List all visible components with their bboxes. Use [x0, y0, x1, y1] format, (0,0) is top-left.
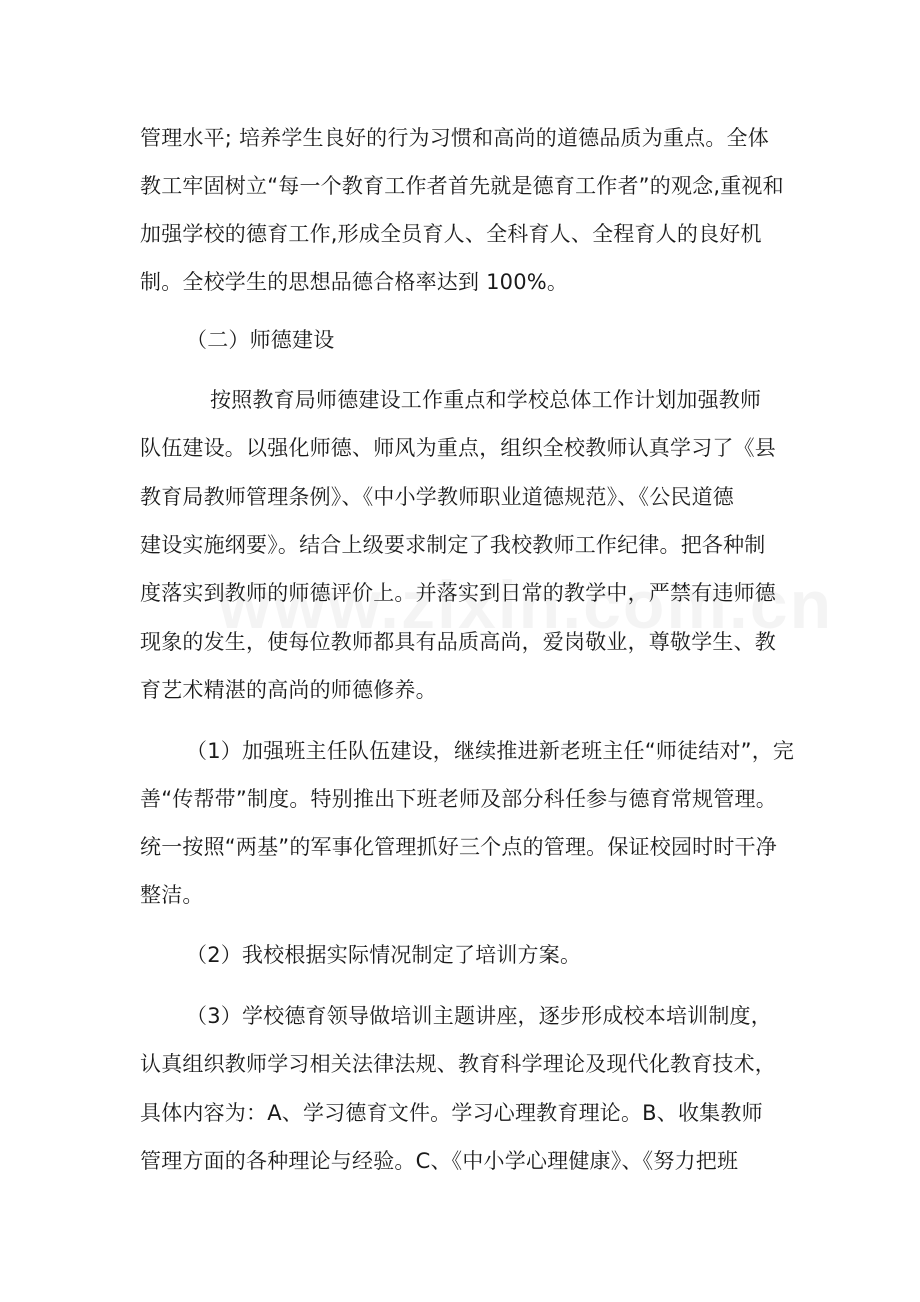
paragraph-line: 善“传帮带”制度。特别推出下班老师及部分科任参与德育常规管理。 — [140, 787, 777, 811]
section-heading: （二）师德建设 — [186, 328, 335, 352]
list-item: （3）学校德育领导做培训主题讲座，逐步形成校本培训制度， — [186, 1004, 772, 1028]
paragraph-line: 教育局教师管理条例》、《中小学教师职业道德规范》、《公民道德 — [140, 485, 734, 509]
paragraph-line: 建设实施纲要》。结合上级要求制定了我校教师工作纪律。把各种制 — [140, 533, 766, 557]
paragraph-line: 管理方面的各种理论与经验。C、《中小学心理健康》、《努力把班 — [140, 1149, 739, 1173]
paragraph-line: 度落实到教师的师德评价上。并落实到日常的教学中，严禁有违师德 — [140, 581, 776, 605]
paragraph-line: 育艺术精湛的高尚的师德修养。 — [140, 678, 437, 702]
paragraph-line: 教工牢固树立“每一个教育工作者首先就是德育工作者”的观念,重视和 — [140, 174, 784, 198]
paragraph-line: 整洁。 — [140, 883, 204, 907]
paragraph-line: 制。全校学生的思想品德合格率达到 100%。 — [140, 270, 569, 294]
paragraph-line: 管理水平; 培养学生良好的行为习惯和高尚的道德品质为重点。全体 — [140, 126, 769, 150]
paragraph-line: 队伍建设。以强化师德、师风为重点，组织全校教师认真学习了《县 — [140, 436, 776, 460]
paragraph-line: 具体内容为：A、学习德育文件。学习心理教育理论。B、收集教师 — [140, 1101, 763, 1125]
list-item: （2）我校根据实际情况制定了培训方案。 — [186, 943, 582, 967]
paragraph-line: 现象的发生，使每位教师都具有品质高尚，爱岗敬业，尊敬学生、教 — [140, 630, 776, 654]
paragraph-line: 加强学校的德育工作,形成全员育人、全科育人、全程育人的良好机 — [140, 222, 762, 246]
paragraph-line: 按照教育局师德建设工作重点和学校总体工作计划加强教师 — [210, 388, 762, 412]
list-item: （1）加强班主任队伍建设，继续推进新老班主任“师徒结对”，完 — [186, 739, 795, 763]
paragraph-line: 统一按照“两基”的军事化管理抓好三个点的管理。保证校园时时干净 — [140, 835, 777, 859]
paragraph-line: 认真组织教师学习相关法律法规、教育科学理论及现代化教育技术， — [140, 1052, 776, 1076]
